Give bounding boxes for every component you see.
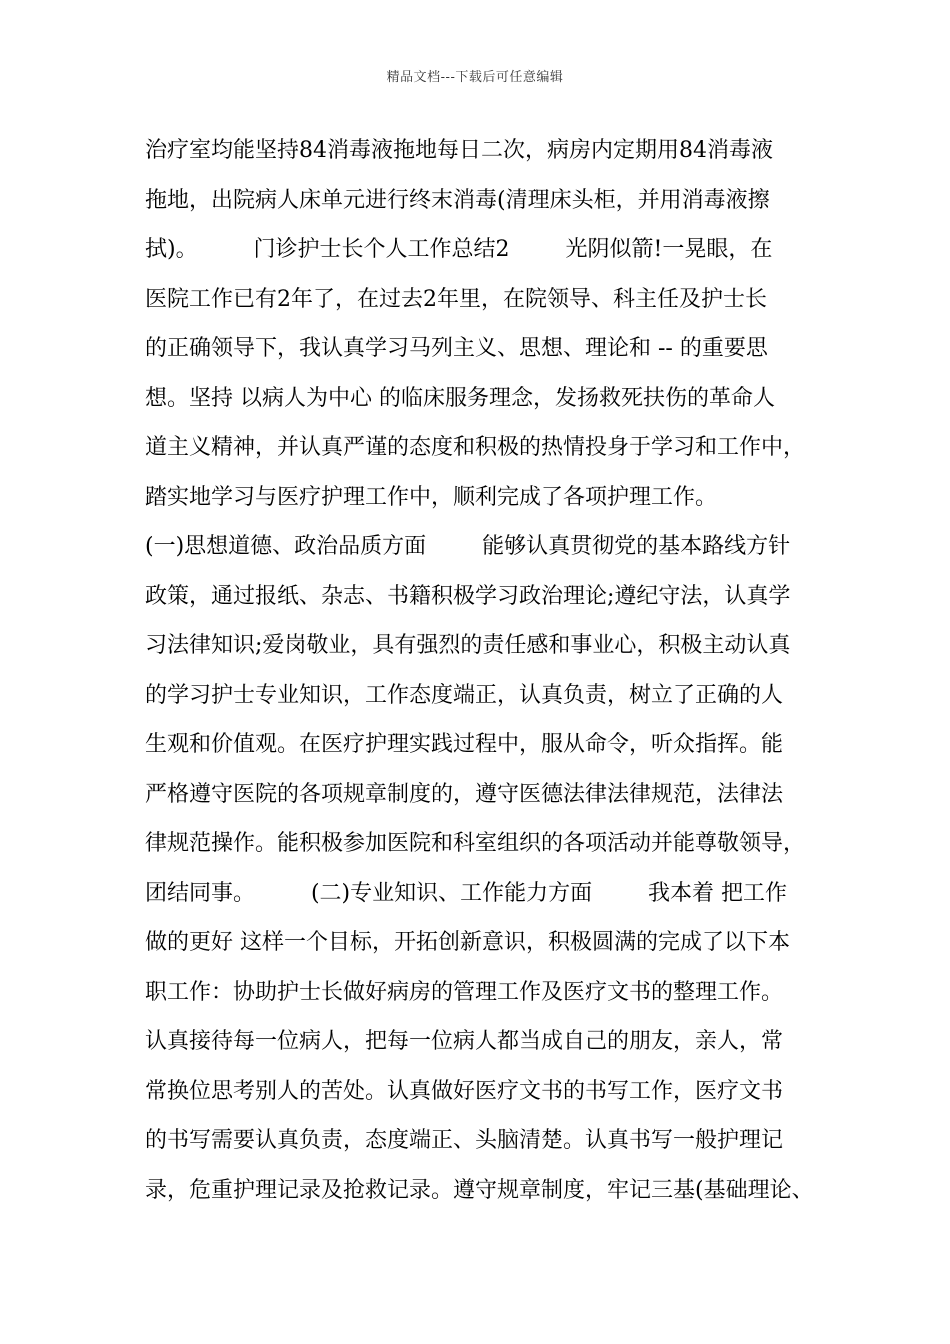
text-line: 治疗室均能坚持84消毒液拖地每日二次，病房内定期用84消毒液 [145,138,773,163]
text-line: 医院工作已有2年了，在过去2年里，在院领导、科主任及护士长 [145,286,767,312]
text-line: 的书写需要认真负责，态度端正、头脑清楚。认真书写一般护理记 [145,1128,784,1153]
text-line: 拖地，出院病人床单元进行终末消毒(清理床头柜，并用消毒液擦 [145,187,770,213]
text-line: 的学习护士专业知识，工作态度端正，认真负责，树立了正确的人 [145,682,784,708]
text-line: 律规范操作。能积极参加医院和科室组织的各项活动并能尊敬领导， [145,831,806,856]
text-line: 生观和价值观。在医疗护理实践过程中，服从命令，听众指挥。能 [145,732,784,757]
text-line: 习法律知识;爱岗敬业，具有强烈的责任感和事业心，积极主动认真 [145,633,791,658]
page-header: 精品文档---下载后可任意编辑 [386,70,564,85]
text-line: 想。坚持 以病人为中心 的临床服务理念，发扬救死扶伤的革命人 [145,385,775,411]
text-line: 团结同事。 (二)专业知识、工作能力方面 我本着 把工作 [145,880,788,906]
text-line: 政策，通过报纸、杂志、书籍积极学习政治理论;遵纪守法，认真学 [145,583,791,609]
text-line: 严格遵守医院的各项规章制度的，遵守医德法律法律规范，法律法 [145,781,784,807]
text-line: 的正确领导下，我认真学习马列主义、思想、理论和 -- 的重要思 [145,336,768,361]
text-line: 拭)。 门诊护士长个人工作总结2 光阴似箭!一晃眼，在 [145,237,773,262]
text-line: 常换位思考别人的苦处。认真做好医疗文书的书写工作，医疗文书 [145,1078,784,1104]
text-line: 职工作：协助护士长做好病房的管理工作及医疗文书的整理工作。 [145,979,784,1005]
text-line: 认真接待每一位病人，把每一位病人都当成自己的朋友，亲人，常 [145,1029,784,1054]
text-line: 做的更好 这样一个目标，开拓创新意识，积极圆满的完成了以下本 [145,930,790,955]
text-line: 踏实地学习与医疗护理工作中，顺利完成了各项护理工作。 [145,484,718,510]
text-line: 道主义精神，并认真严谨的态度和积极的热情投身于学习和工作中， [145,435,806,460]
document-body [145,126,835,1215]
text-line: 录，危重护理记录及抢救记录。遵守规章制度，牢记三基(基础理论、 [145,1177,814,1203]
text-line: (一)思想道德、政治品质方面 能够认真贯彻党的基本路线方针 [145,534,791,559]
